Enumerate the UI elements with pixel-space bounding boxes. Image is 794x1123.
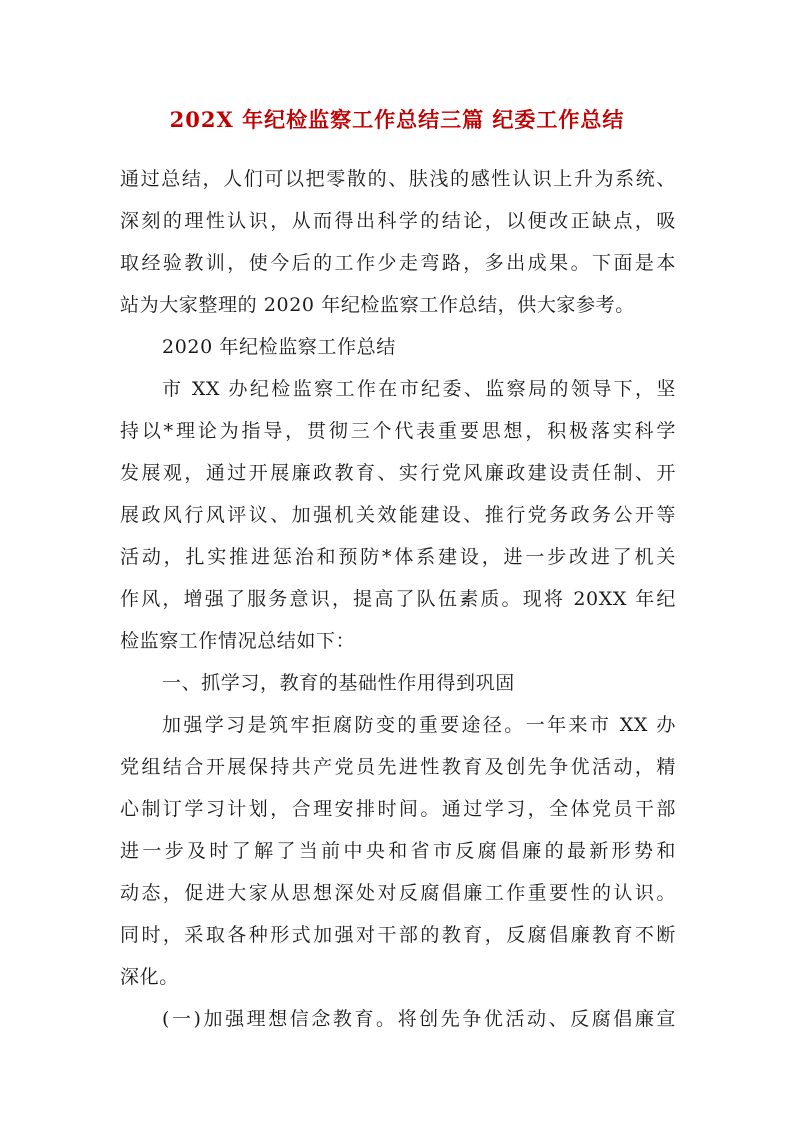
document-title: 202X 年纪检监察工作总结三篇 纪委工作总结: [169, 107, 625, 132]
paragraph-line: 取经验教训，使今后的工作少走弯路，多出成果。下面是本: [120, 252, 676, 274]
paragraph-line: 发展观，通过开展廉政教育、实行党风廉政建设责任制、开: [120, 462, 676, 484]
paragraph-line: 同时，采取各种形式加强对干部的教育，反腐倡廉教育不断: [120, 924, 676, 946]
paragraph-line: 深化。: [120, 966, 179, 988]
paragraph-line: 深刻的理性认识，从而得出科学的结论，以便改正缺点，吸: [120, 210, 676, 232]
section-heading: 一、抓学习，教育的基础性作用得到巩固: [162, 672, 515, 694]
paragraph-line: 加强学习是筑牢拒腐防变的重要途径。一年来市 XX 办: [162, 714, 676, 736]
paragraph-line: 通过总结，人们可以把零散的、肤浅的感性认识上升为系统、: [120, 168, 676, 190]
paragraph-line: 市 XX 办纪检监察工作在市纪委、监察局的领导下，坚: [162, 378, 676, 400]
paragraph-line: 心制订学习计划，合理安排时间。通过学习，全体党员干部: [120, 798, 676, 820]
paragraph-line: 党组结合开展保持共产党员先进性教育及创先争优活动，精: [120, 756, 676, 778]
paragraph-line: 展政风行风评议、加强机关效能建设、推行党务政务公开等: [120, 504, 676, 526]
paragraph-line: 站为大家整理的 2020 年纪检监察工作总结，供大家参考。: [120, 294, 635, 316]
paragraph-line: 活动，扎实推进惩治和预防*体系建设，进一步改进了机关: [120, 546, 676, 568]
paragraph-line: 持以*理论为指导，贯彻三个代表重要思想，积极落实科学: [120, 420, 676, 442]
section-heading: 2020 年纪检监察工作总结: [162, 336, 396, 358]
paragraph-line: 进一步及时了解了当前中央和省市反腐倡廉的最新形势和: [120, 840, 676, 862]
paragraph-line: 作风，增强了服务意识，提高了队伍素质。现将 20XX 年纪: [120, 588, 676, 610]
paragraph-line: 检监察工作情况总结如下：: [120, 630, 356, 652]
paragraph-line: 动态，促进大家从思想深处对反腐倡廉工作重要性的认识。: [120, 882, 676, 904]
paragraph-line: (一)加强理想信念教育。将创先争优活动、反腐倡廉宣: [162, 1008, 676, 1030]
